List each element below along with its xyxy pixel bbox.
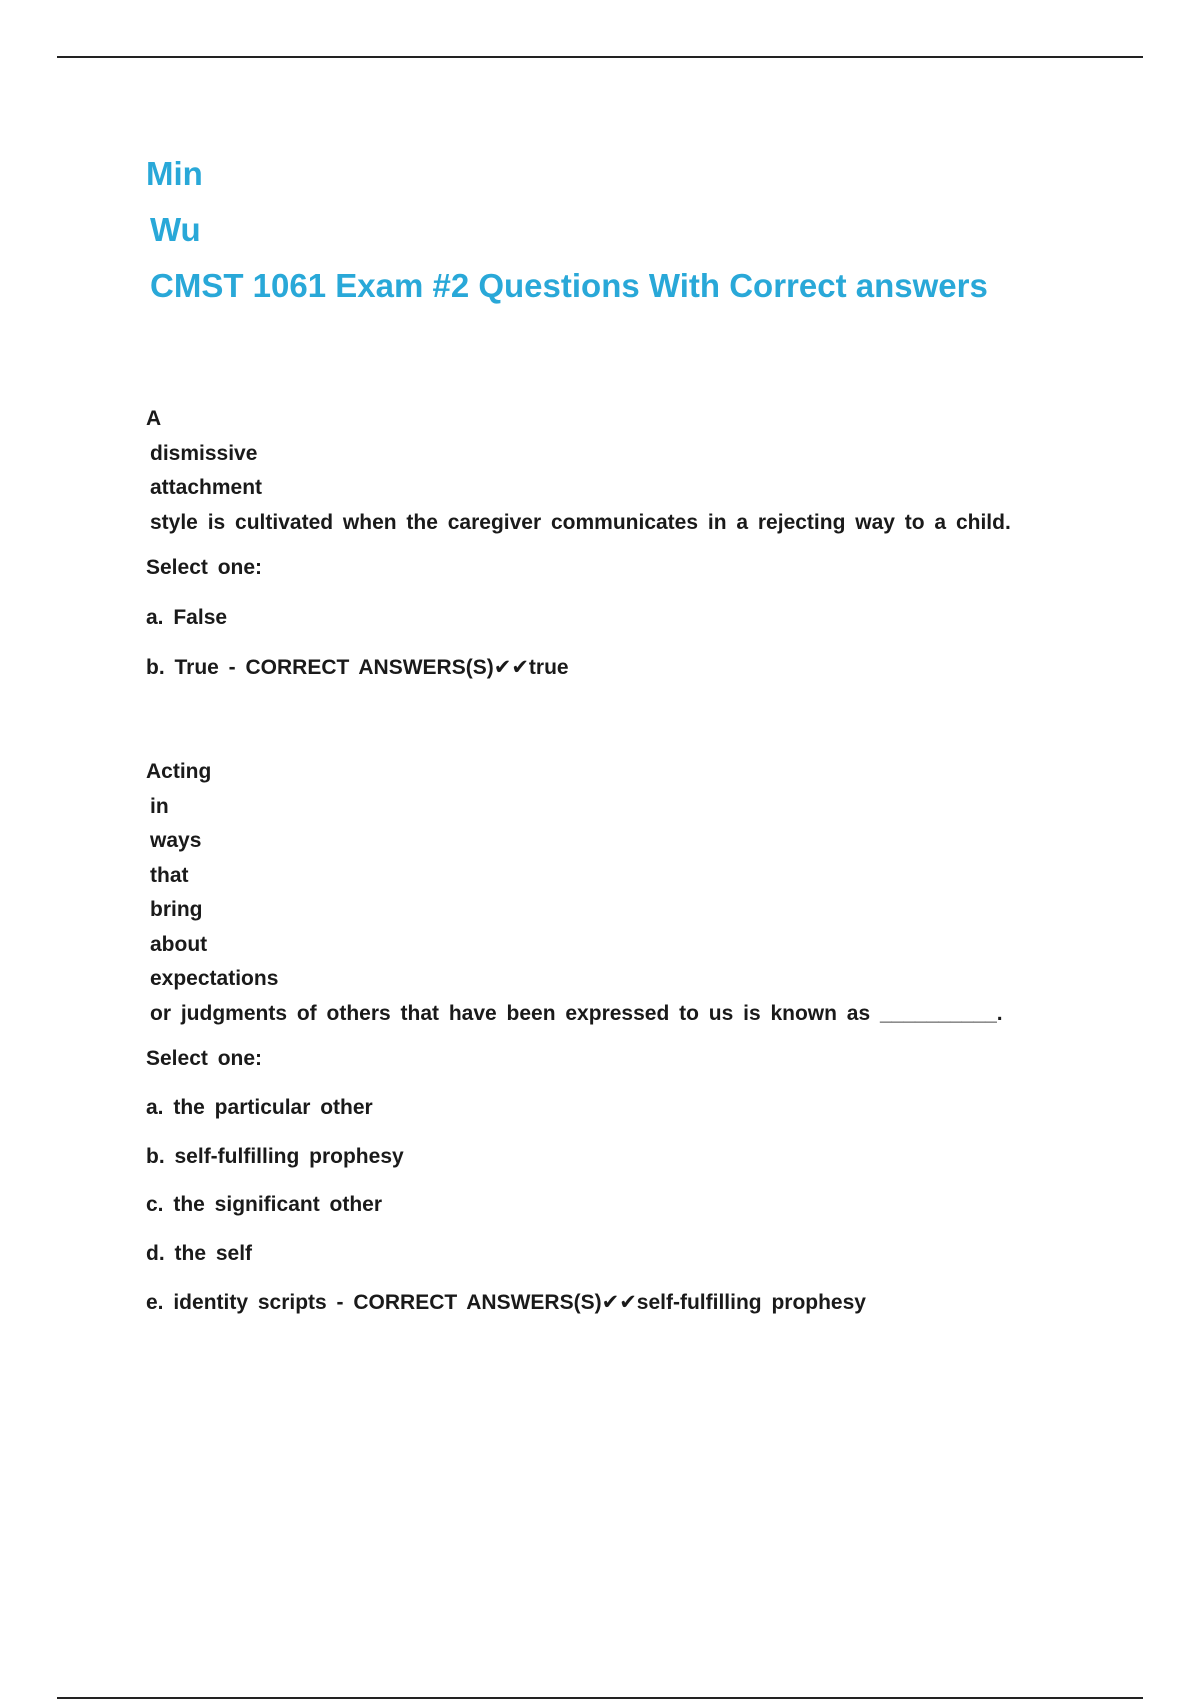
bottom-rule [57, 1697, 1143, 1699]
top-rule [57, 56, 1143, 58]
question-2-option-d: d. the self [146, 1242, 253, 1265]
question-2-stem-line: ways [150, 829, 202, 852]
question-1-stem-line: style is cultivated when the caregiver communicates in a rejecting way to a child. [150, 510, 1011, 534]
question-2-stem-line: bring [150, 898, 203, 921]
question-2-option-a: a. the particular other [146, 1096, 373, 1119]
question-1 [146, 402, 1011, 683]
title-line-2: Wu [150, 211, 201, 248]
question-2 [146, 755, 1003, 1318]
question-2-stem-line: that [150, 863, 189, 887]
question-1-option-a: a. False [146, 606, 228, 629]
question-2-stem-line: expectations [150, 967, 279, 990]
question-1-stem-line: A [146, 407, 162, 430]
question-2-select-label: Select one: [146, 1047, 263, 1070]
document-title [146, 146, 988, 314]
question-2-option-c: c. the significant other [146, 1193, 383, 1216]
title-line-3: CMST 1061 Exam #2 Questions With Correct answers [150, 267, 988, 304]
question-2-stem-line: in [150, 794, 169, 818]
question-2-option-e: e. identity scripts - CORRECT ANSWERS(S)✔✔self-fulfilling prophesy [146, 1291, 866, 1314]
question-1-option-b: b. True - CORRECT ANSWERS(S)✔✔true [146, 656, 569, 679]
title-line-1: Min [146, 155, 203, 192]
question-2-option-b: b. self-fulfilling prophesy [146, 1145, 404, 1168]
question-1-select-label: Select one: [146, 556, 263, 579]
question-2-stem-line: or judgments of others that have been expressed to us is known as __________. [150, 1001, 1003, 1025]
question-1-stem-line: dismissive [150, 441, 258, 465]
question-2-stem-line: Acting [146, 760, 212, 783]
question-2-stem-line: about [150, 932, 208, 956]
question-1-stem-line: attachment [150, 476, 263, 499]
